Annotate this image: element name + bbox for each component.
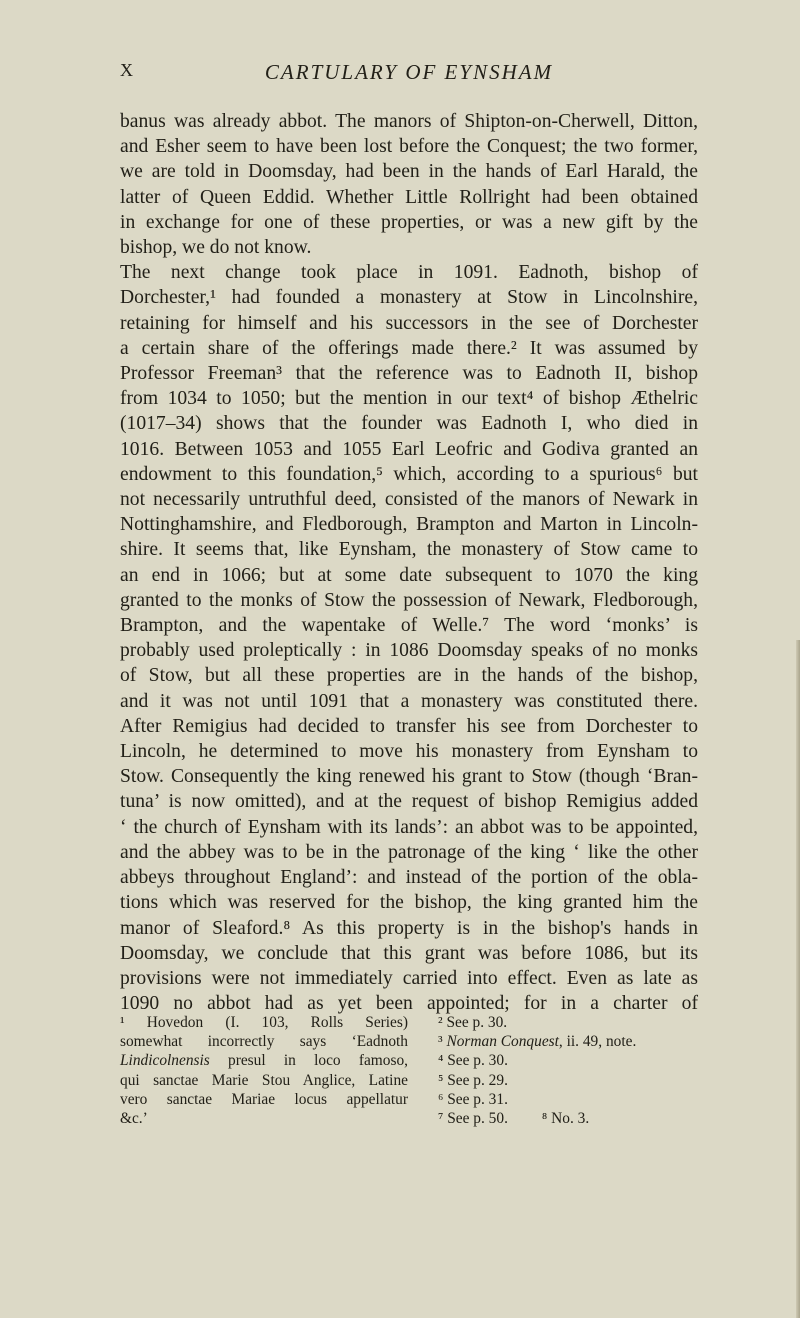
text-line: a certain share of the offerings made there.² It was assumed by <box>120 337 698 359</box>
text-line: Stow. Consequently the king renewed his grant to Stow (though ‘Bran- <box>120 766 698 788</box>
text-line: provisions were not immediately carried into effect. Even as late as <box>120 967 698 989</box>
footnote-line: ⁴ See p. 30. <box>438 1052 508 1070</box>
text-line: tuna’ is now omitted), and at the request of bishop Remigius added <box>120 791 698 813</box>
text-line: Brampton, and the wapentake of Welle.⁷ The word ‘monks’ is <box>120 615 698 637</box>
text-line: of Stow, but all these properties are in the hands of the bishop, <box>120 665 698 687</box>
text-line: and Esher seem to have been lost before the Conquest; the two former, <box>120 136 698 158</box>
page-header <box>120 60 698 86</box>
text-line: and the abbey was to be in the patronage of the king ‘ like the other <box>120 841 698 863</box>
text-line: Dorchester,¹ had founded a monastery at Stow in Lincolnshire, <box>120 287 698 309</box>
footnotes-left-column <box>120 1013 408 1128</box>
footnotes-right-column <box>438 1013 698 1128</box>
footnote-line: ³ Norman Conquest, ii. 49, note. <box>438 1033 637 1051</box>
footnote-line: &c.’ <box>120 1110 148 1128</box>
text-line: tions which was reserved for the bishop, the king granted him the <box>120 892 698 914</box>
footnote-line: ¹ Hovedon (I. 103, Rolls Series) <box>120 1014 408 1031</box>
text-line: bishop, we do not know. <box>120 237 312 259</box>
footnote-line: qui sanctae Marie Stou Anglice, Latine <box>120 1071 408 1089</box>
main-text <box>120 109 698 1016</box>
footnote-line: vero sanctae Mariae locus appellatur <box>120 1090 408 1108</box>
text-line: not necessarily untruthful deed, consisted of the manors of Newark in <box>120 489 698 511</box>
text-line: ‘ the church of Eynsham with its lands’: an abbot was to be appointed, <box>120 816 698 838</box>
text-line: 1090 no abbot had as yet been appointed; for in a charter of <box>120 993 698 1015</box>
text-line: banus was already abbot. The manors of Shipton-on-Cherwell, Ditton, <box>120 111 698 132</box>
page-number: X <box>120 60 134 80</box>
text-line: After Remigius had decided to transfer his see from Dorchester to <box>120 715 698 737</box>
text-line: retaining for himself and his successors in the see of Dorchester <box>120 312 698 334</box>
text-line: from 1034 to 1050; but the mention in our text⁴ of bishop Æthelric <box>120 388 698 410</box>
text-line: and it was not until 1091 that a monastery was constituted there. <box>120 690 698 712</box>
text-line: probably used proleptically : in 1086 Doomsday speaks of no monks <box>120 640 698 662</box>
text-line: we are told in Doomsday, had been in the hands of Earl Harald, the <box>120 161 698 183</box>
text-line: granted to the monks of Stow the possession of Newark, Fledborough, <box>120 589 698 611</box>
text-line: Professor Freeman³ that the reference was to Eadnoth II, bishop <box>120 363 698 385</box>
text-line: endowment to this foundation,⁵ which, according to a spurious⁶ but <box>120 463 698 485</box>
footnote-seven: ⁷ See p. 50. <box>438 1110 508 1128</box>
text-line: manor of Sleaford.⁸ As this property is in the bishop's hands in <box>120 917 698 939</box>
footnote-line: ⁵ See p. 29. <box>438 1071 508 1089</box>
footnote-line: somewhat incorrectly says ‘Eadnoth <box>120 1033 408 1051</box>
footnote-line: ⁶ See p. 31. <box>438 1090 508 1108</box>
text-line: an end in 1066; but at some date subsequent to 1070 the king <box>120 564 698 586</box>
footnote-line <box>438 1109 698 1128</box>
page-edge-shadow <box>796 640 800 1318</box>
text-line: shire. It seems that, like Eynsham, the monastery of Stow came to <box>120 539 698 561</box>
footnote-line: ² See p. 30. <box>438 1014 508 1031</box>
text-line: Nottinghamshire, and Fledborough, Brampton and Marton in Lincoln- <box>120 514 698 536</box>
footnote-line: Lindicolnensis presul in loco famoso, <box>120 1052 408 1070</box>
text-line: latter of Queen Eddid. Whether Little Rollright had been obtained <box>120 186 698 208</box>
text-line: The next change took place in 1091. Eadnoth, bishop of <box>120 262 698 284</box>
footnote-eight: ⁸ No. 3. <box>541 1110 590 1128</box>
text-line: (1017–34) shows that the founder was Eadnoth I, who died in <box>120 413 698 435</box>
running-title: CARTULARY OF EYNSHAM <box>264 60 554 84</box>
text-line: 1016. Between 1053 and 1055 Earl Leofric and Godiva granted an <box>120 438 698 460</box>
text-line: Doomsday, we conclude that this grant was before 1086, but its <box>120 942 698 964</box>
text-line: abbeys throughout England’: and instead of the portion of the obla- <box>120 867 698 889</box>
text-line: Lincoln, he determined to move his monastery from Eynsham to <box>120 741 698 763</box>
text-line: in exchange for one of these properties, or was a new gift by the <box>120 211 698 233</box>
